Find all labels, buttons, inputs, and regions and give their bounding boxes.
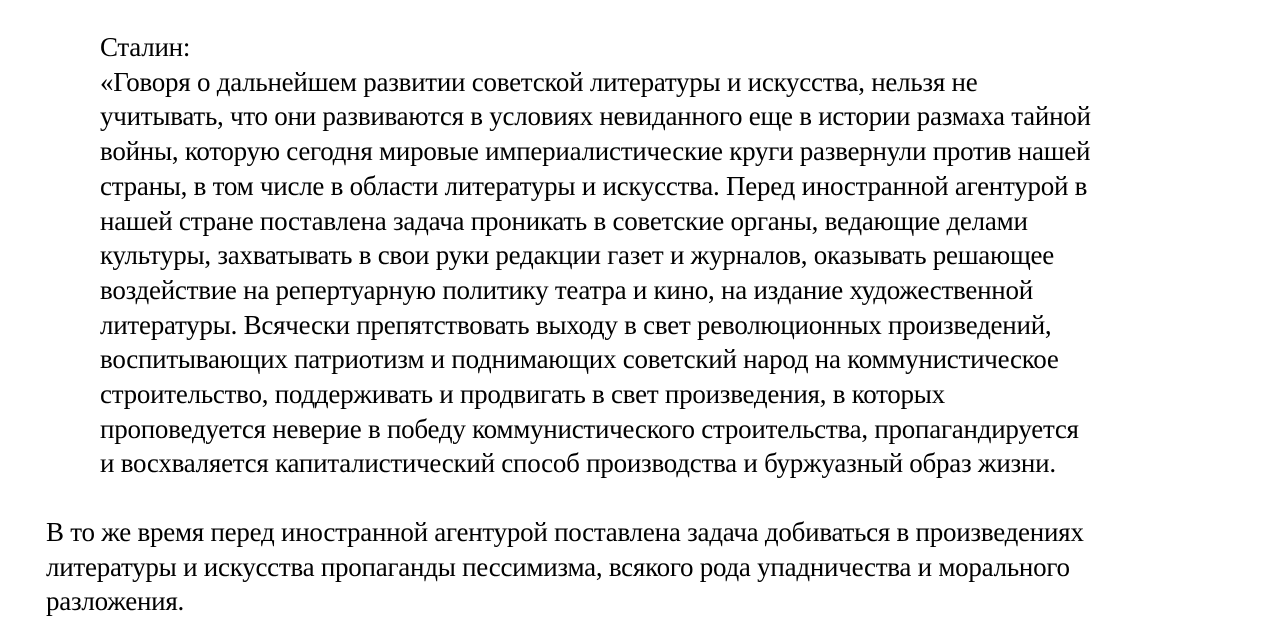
quote-line: страны, в том числе в области литературы и искусства. Перед иностранной агентурой в — [100, 170, 1088, 201]
paragraph-line: разложения. — [46, 586, 185, 617]
body-paragraph — [46, 515, 1246, 619]
quote-line: нашей стране поставлена задача проникать в советские органы, ведающие делами — [100, 205, 1028, 236]
quote-line: воздействие на репертуарную политику театра и кино, на издание художественной — [100, 274, 1033, 305]
quote-line: войны, которую сегодня мировые империалистические круги развернули против нашей — [100, 136, 1091, 167]
quote-line: проповедуется неверие в победу коммунистического строительства, пропагандируется — [100, 413, 1079, 444]
quote-line: строительство, поддерживать и продвигать в свет произведения, в которых — [100, 379, 945, 410]
quote-line: литературы. Всячески препятствовать выходу в свет революционных произведений, — [100, 309, 1052, 340]
quote-block — [100, 30, 1240, 481]
paragraph-line: В то же время перед иностранной агентурой поставлена задача добиваться в произведениях — [46, 517, 1084, 547]
quote-line: воспитывающих патриотизм и поднимающих советский народ на коммунистическое — [100, 344, 1059, 375]
quote-line: культуры, захватывать в свои руки редакции газет и журналов, оказывать решающее — [100, 240, 1054, 271]
paragraph-line: литературы и искусства пропаганды пессимизма, всякого рода упадничества и морального — [46, 551, 1070, 582]
quote-line: и восхваляется капиталистический способ производства и буржуазный образ жизни. — [100, 448, 1056, 479]
quote-line: учитывать, что они развиваются в условиях невиданного еще в истории размаха тайной — [100, 101, 1091, 132]
quote-line: «Говоря о дальнейшем развитии советской литературы и искусства, нельзя не — [100, 66, 978, 97]
quote-speaker: Сталин: — [100, 32, 191, 62]
